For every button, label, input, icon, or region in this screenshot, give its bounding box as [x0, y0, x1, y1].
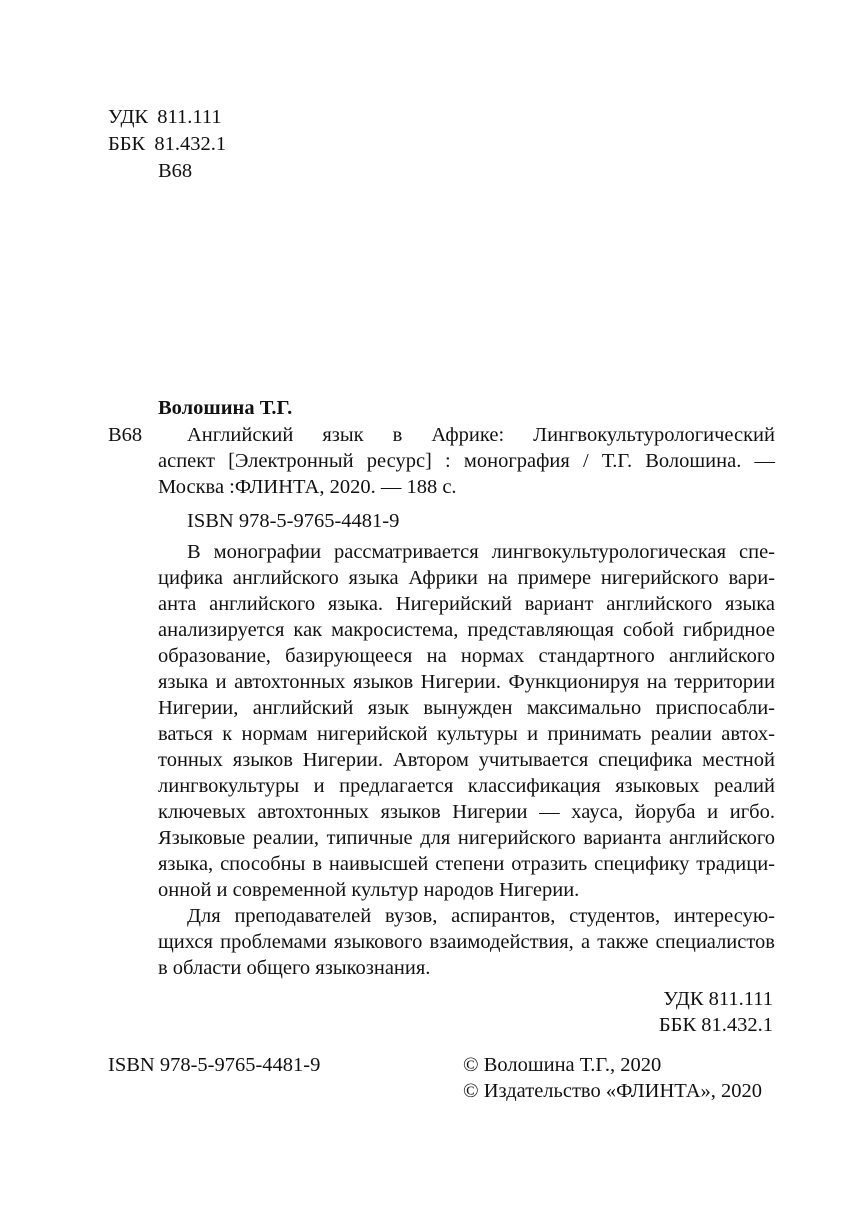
footer-isbn: ISBN 978-5-9765-4481-9 — [108, 1054, 321, 1076]
audience-line: в области общего языкознания. — [158, 957, 431, 979]
abstract-line: языка, способны в наивысшей степени отразить специфику традици- — [158, 853, 775, 875]
author-mark-header: В68 — [158, 160, 193, 182]
udk-value: 811.111 — [157, 106, 222, 128]
abstract-line: цифика английского языка Африки на примере нигерийского вари- — [158, 567, 775, 589]
record-author: Волошина Т.Г. — [158, 397, 293, 419]
classification-bbk: ББК 81.432.1 — [658, 1014, 773, 1036]
bbk-label: ББК — [108, 133, 146, 155]
udk-label: УДК — [108, 106, 149, 128]
record-title-line: Английский язык в Африке: Лингвокультурологический — [187, 424, 775, 446]
copyright-author: © Волошина Т.Г., 2020 — [463, 1054, 662, 1076]
abstract-line: ключевых автохтонных языков Нигерии — хауса, йоруба и игбо. — [158, 801, 775, 823]
abstract-line: ваться к нормам нигерийской культуры и принимать реалии автох- — [158, 723, 775, 745]
abstract-line: В монографии рассматривается лингвокультурологическая спе- — [187, 541, 775, 563]
copyright-publisher: © Издательство «ФЛИНТА», 2020 — [463, 1080, 763, 1102]
abstract-line: анта английского языка. Нигерийский вариант английского языка — [158, 593, 775, 615]
record-title-line: Москва :ФЛИНТА, 2020. — 188 с. — [158, 476, 457, 498]
abstract-line: языка и автохтонных языков Нигерии. Функционируя на территории — [158, 671, 775, 693]
abstract-line: онной и современной культур народов Нигерии. — [158, 879, 580, 901]
udk-header — [108, 106, 222, 129]
audience-line: Для преподавателей вузов, аспирантов, студентов, интересую- — [187, 905, 775, 927]
abstract-line: лингвокультуры и предлагается классификация языковых реалий — [158, 775, 775, 797]
bbk-header — [108, 133, 226, 156]
abstract-line: анализируется как макросистема, представляющая собой гибридное — [158, 619, 775, 641]
bbk-value: 81.432.1 — [154, 133, 227, 155]
record-mark: В68 — [108, 424, 143, 446]
abstract-line: Нигерии, английский язык вынужден максимально приспосабли- — [158, 697, 775, 719]
abstract-line: образование, базирующееся на нормах стандартного английского — [158, 645, 775, 667]
audience-line: щихся проблемами языкового взаимодействия, а также специалистов — [158, 931, 775, 953]
classification-udk: УДК 811.111 — [663, 988, 773, 1010]
abstract-line: тонных языков Нигерии. Автором учитывается специфика местной — [158, 749, 775, 771]
record-title-line: аспект [Электронный ресурс] : монография / Т.Г. Волошина. — — [158, 450, 775, 472]
record-isbn: ISBN 978-5-9765-4481-9 — [187, 510, 400, 532]
abstract-line: Языковые реалии, типичные для нигерийского варианта английского — [158, 827, 775, 849]
